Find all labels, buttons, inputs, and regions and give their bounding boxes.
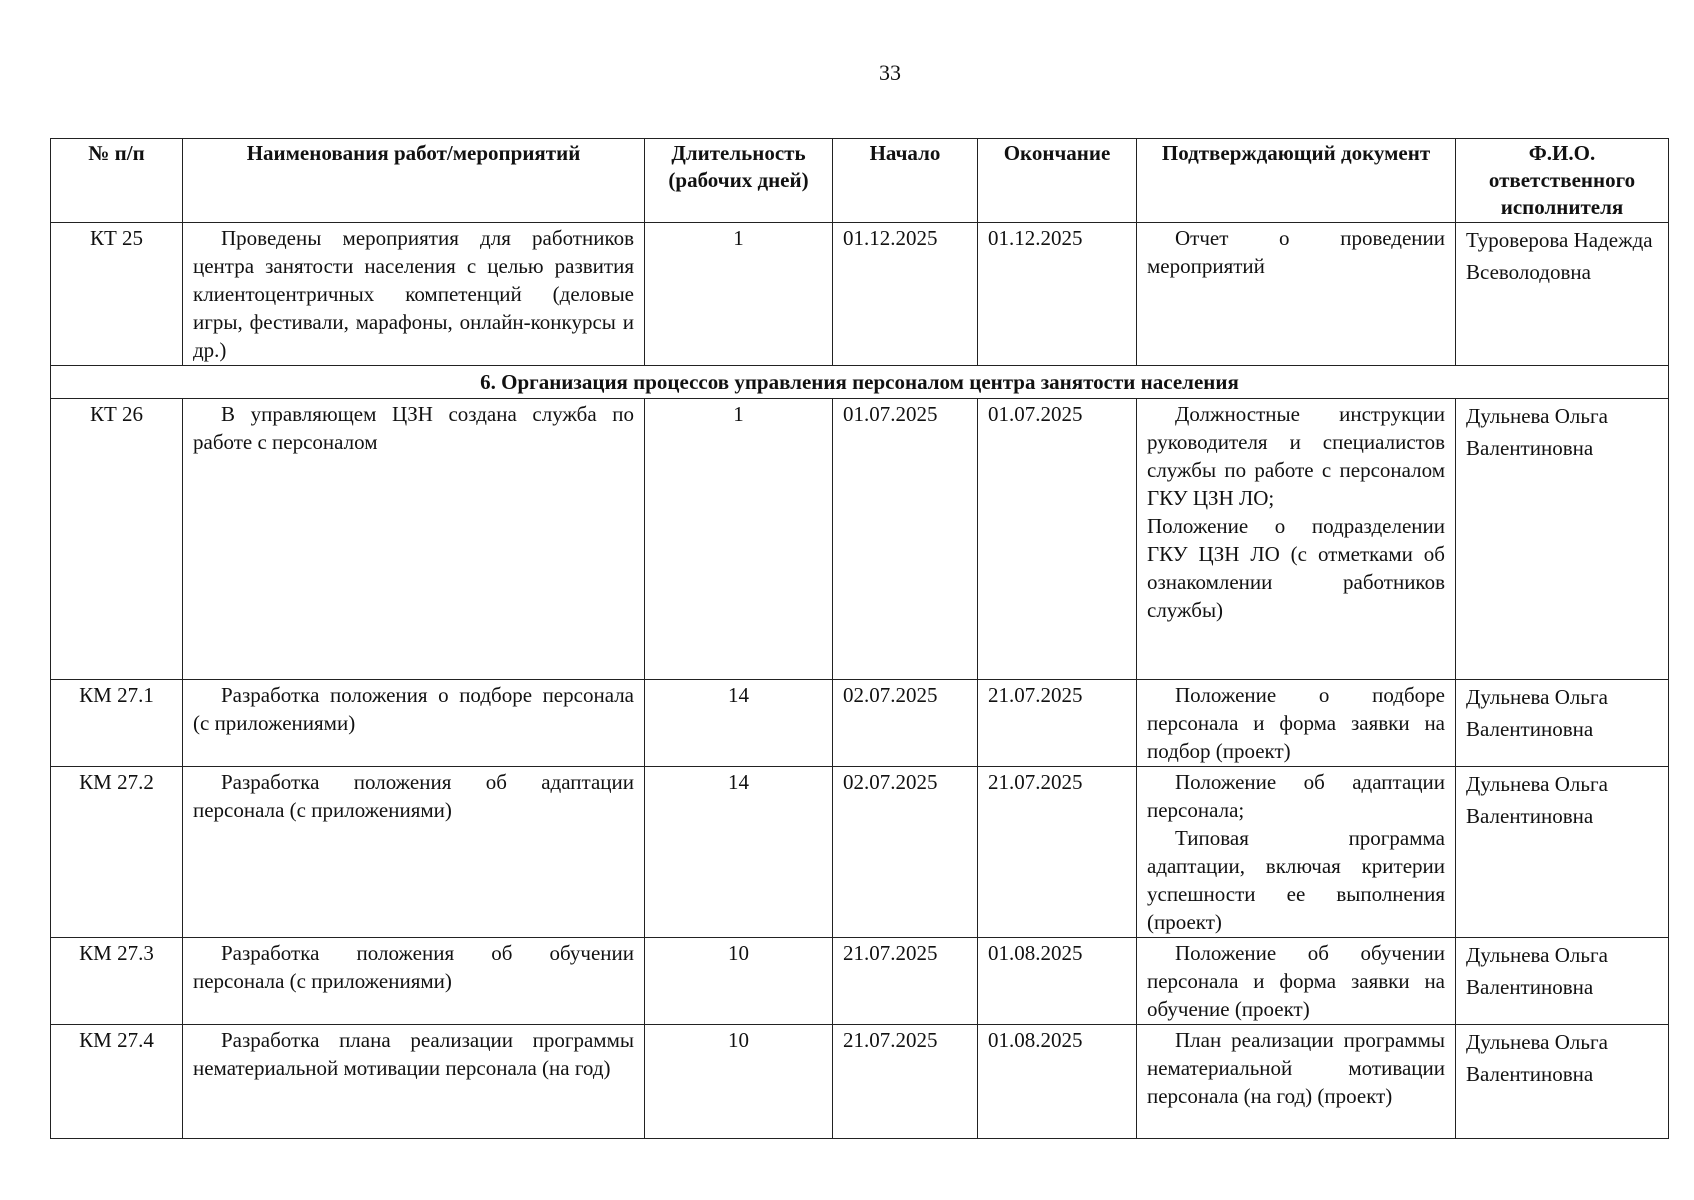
row-number: КМ 27.2 <box>51 767 183 938</box>
row-document: Отчет о проведении мероприятий <box>1137 223 1456 366</box>
row-start: 02.07.2025 <box>833 767 978 938</box>
section-heading-row <box>51 366 1669 399</box>
row-responsible: Дульнева Ольга Валентиновна <box>1456 1025 1669 1139</box>
table-row <box>51 399 1669 680</box>
table-header-row <box>51 139 1669 223</box>
row-name: Разработка положения о подборе персонала (с приложениями) <box>183 680 645 767</box>
row-document <box>1137 767 1456 938</box>
row-duration: 1 <box>645 399 833 680</box>
header-responsible: Ф.И.О. ответственного исполнителя <box>1456 139 1669 223</box>
header-document: Подтверждающий документ <box>1137 139 1456 223</box>
row-responsible: Дульнева Ольга Валентиновна <box>1456 938 1669 1025</box>
row-end: 01.07.2025 <box>978 399 1137 680</box>
table-row <box>51 680 1669 767</box>
row-end: 01.12.2025 <box>978 223 1137 366</box>
document-part: Положение об адаптации персонала; <box>1147 770 1445 822</box>
row-end: 01.08.2025 <box>978 1025 1137 1139</box>
header-number: № п/п <box>51 139 183 223</box>
row-start: 02.07.2025 <box>833 680 978 767</box>
row-name: Проведены мероприятия для работников центра занятости населения с целью развития клиентоцентричных компетенций (деловые игры, фестивали, марафоны, онлайн-конкурсы и др.) <box>183 223 645 366</box>
row-name: В управляющем ЦЗН создана служба по работе с персоналом <box>183 399 645 680</box>
row-responsible: Туроверова Надежда Всеволодовна <box>1456 223 1669 366</box>
section-title: 6. Организация процессов управления персоналом центра занятости населения <box>51 366 1669 399</box>
row-number: КТ 25 <box>51 223 183 366</box>
row-document: План реализации программы нематериальной мотивации персонала (на год) (проект) <box>1137 1025 1456 1139</box>
row-start: 21.07.2025 <box>833 1025 978 1139</box>
header-duration: Длительность (рабочих дней) <box>645 139 833 223</box>
row-number: КМ 27.1 <box>51 680 183 767</box>
row-responsible: Дульнева Ольга Валентиновна <box>1456 680 1669 767</box>
row-name: Разработка положения об адаптации персонала (с приложениями) <box>183 767 645 938</box>
row-start: 01.07.2025 <box>833 399 978 680</box>
row-end: 01.08.2025 <box>978 938 1137 1025</box>
row-number: КМ 27.3 <box>51 938 183 1025</box>
header-start: Начало <box>833 139 978 223</box>
document-part: Типовая программа адаптации, включая критерии успешности ее выполнения (проект) <box>1147 826 1445 934</box>
row-start: 01.12.2025 <box>833 223 978 366</box>
table-row <box>51 1025 1669 1139</box>
row-duration: 10 <box>645 938 833 1025</box>
row-duration: 10 <box>645 1025 833 1139</box>
row-number: КМ 27.4 <box>51 1025 183 1139</box>
row-document <box>1137 399 1456 680</box>
row-responsible: Дульнева Ольга Валентиновна <box>1456 399 1669 680</box>
row-duration: 14 <box>645 767 833 938</box>
row-end: 21.07.2025 <box>978 680 1137 767</box>
table-row <box>51 938 1669 1025</box>
work-plan-table <box>50 138 1669 1139</box>
document-part: Положение о подразделении ГКУ ЦЗН ЛО (с отметками об ознакомлении работников службы) <box>1147 514 1445 622</box>
header-end: Окончание <box>978 139 1137 223</box>
row-start: 21.07.2025 <box>833 938 978 1025</box>
row-name: Разработка плана реализации программы нематериальной мотивации персонала (на год) <box>183 1025 645 1139</box>
document-part: Должностные инструкции руководителя и специалистов службы по работе с персоналом ГКУ ЦЗН ЛО; <box>1147 402 1445 510</box>
table-row <box>51 767 1669 938</box>
row-responsible: Дульнева Ольга Валентиновна <box>1456 767 1669 938</box>
table-row <box>51 223 1669 366</box>
row-end: 21.07.2025 <box>978 767 1137 938</box>
row-duration: 14 <box>645 680 833 767</box>
page-number: 33 <box>879 60 901 85</box>
row-number: КТ 26 <box>51 399 183 680</box>
row-document: Положение об обучении персонала и форма заявки на обучение (проект) <box>1137 938 1456 1025</box>
row-name: Разработка положения об обучении персонала (с приложениями) <box>183 938 645 1025</box>
header-name: Наименования работ/мероприятий <box>183 139 645 223</box>
row-duration: 1 <box>645 223 833 366</box>
row-document: Положение о подборе персонала и форма заявки на подбор (проект) <box>1137 680 1456 767</box>
